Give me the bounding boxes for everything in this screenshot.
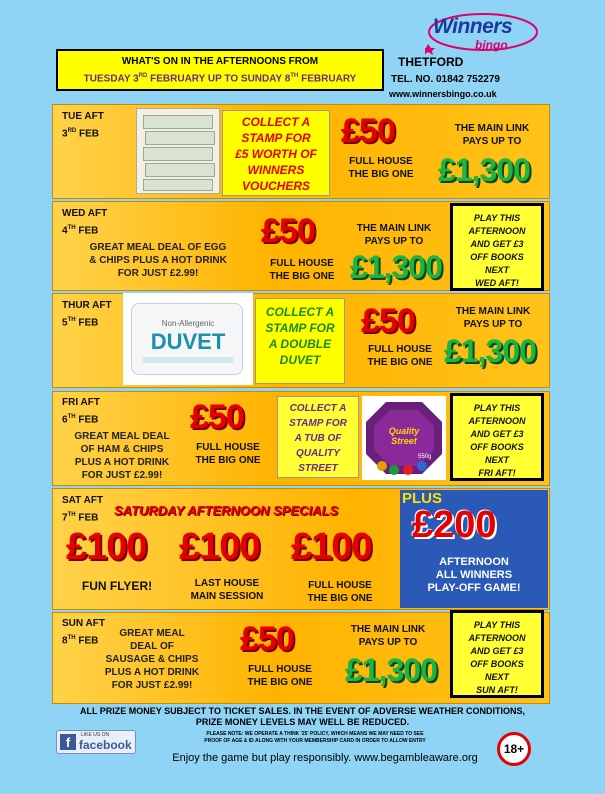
tue-date-sup: RD [67, 128, 77, 134]
tue-date [62, 124, 104, 141]
sat-date-sup: TH [67, 512, 76, 518]
thu-fifty: £50 [361, 302, 415, 340]
thu-full-house [354, 343, 446, 369]
wed-ml-1: THE MAIN LINK [356, 223, 432, 234]
thu-collect-3: A DOUBLE [268, 337, 332, 351]
sun-ml-2: PAYS UP TO [358, 637, 418, 648]
fri-collect-card [277, 396, 359, 478]
quality-street-image [362, 396, 446, 480]
wed-main-link [344, 222, 444, 248]
tue-ml-2: PAYS UP TO [462, 136, 522, 147]
sat-date-num: 7 [62, 512, 68, 524]
sat-day: SAT AFT [62, 495, 104, 506]
fri-date-month: FEB [75, 414, 99, 426]
wed-promo-1: PLAY THIS [473, 213, 521, 223]
sat-hundred-3: £100 [291, 526, 372, 568]
wed-date [62, 221, 107, 238]
sun-meal-deal [88, 627, 216, 692]
wed-promo-2: AFTERNOON [468, 226, 526, 236]
tue-collect-card [222, 110, 330, 196]
wed-main-link-value: £1,300 [350, 249, 442, 285]
sat-day-label [62, 494, 103, 525]
duvet-big-text: DUVET [150, 329, 226, 354]
sat-label2-2: MAIN SESSION [190, 591, 264, 602]
fri-date [62, 410, 100, 427]
wed-fh-1: FULL HOUSE [270, 258, 334, 269]
facebook-like-text: LIKE US ON [81, 732, 110, 738]
thu-collect-card [255, 298, 345, 384]
saturday-specials-heading: SATURDAY AFTERNOON SPECIALS [114, 503, 339, 518]
tue-day: TUE AFT [62, 111, 104, 122]
sun-meal-4: PLUS A HOT DRINK [104, 667, 200, 678]
fri-date-sup: TH [67, 414, 76, 420]
thu-date-month: FEB [75, 317, 99, 329]
sun-ml-1: THE MAIN LINK [350, 624, 426, 635]
tub-weight: 550g [418, 454, 432, 460]
sun-promo-6: SUN AFT! [476, 685, 518, 695]
website[interactable]: www.winnersbingo.co.uk [389, 89, 497, 99]
gamble-aware-text[interactable]: Enjoy the game but play responsibly. www.begambleaware.org [172, 752, 478, 764]
sun-day: SUN AFT [62, 618, 105, 629]
thu-ml-1: THE MAIN LINK [455, 306, 531, 317]
fri-promo-1: PLAY THIS [473, 403, 521, 413]
thu-day-label [62, 299, 112, 330]
thu-date [62, 313, 112, 330]
fri-collect-4: QUALITY [296, 448, 340, 459]
sun-promo-3: AND GET £3 [470, 646, 524, 656]
tue-collect-1: COLLECT A [241, 115, 311, 129]
tue-day-label [62, 110, 104, 141]
thu-collect-2: STAMP FOR [265, 321, 335, 335]
town-name: THETFORD [398, 55, 464, 69]
wed-meal-2: & CHIPS PLUS A HOT DRINK [89, 255, 227, 266]
tue-collect-text [223, 114, 329, 194]
tue-collect-5: VOUCHERS [241, 179, 310, 193]
sun-meal-2: DEAL OF [130, 641, 174, 652]
sat-label-fun-flyer: FUN FLYER! [81, 579, 153, 593]
fri-meal-4: FOR JUST £2.99! [81, 470, 163, 481]
wed-date-sup: TH [67, 225, 76, 231]
sun-promo-2: AFTERNOON [468, 633, 526, 643]
fri-promo-box [450, 393, 544, 481]
sun-promo-5: NEXT [484, 672, 509, 682]
fri-collect-5: STREET [298, 463, 338, 474]
sat-label-last-house [172, 577, 282, 603]
wed-meal-3: FOR JUST £2.99! [117, 268, 199, 279]
sat-date-month: FEB [75, 512, 99, 524]
wed-meal-deal [68, 241, 248, 280]
fri-meal-deal [58, 430, 186, 482]
thu-date-sup: TH [67, 317, 76, 323]
wed-promo-6: WED AFT! [475, 278, 519, 288]
thu-collect-4: DUVET [279, 353, 321, 367]
thu-fh-2: THE BIG ONE [367, 357, 433, 368]
facebook-button[interactable] [56, 730, 136, 754]
sun-promo-box [450, 610, 544, 698]
tue-collect-2: STAMP FOR [241, 131, 311, 145]
tue-ml-1: THE MAIN LINK [454, 123, 530, 134]
tub-label [382, 426, 426, 446]
tue-fh-1: FULL HOUSE [349, 156, 413, 167]
fri-collect-2: STAMP FOR [289, 418, 347, 429]
thu-main-link [440, 305, 546, 331]
vouchers-image [136, 108, 220, 194]
sun-fh-1: FULL HOUSE [248, 664, 312, 675]
two-hundred-prize: £200 [412, 504, 497, 546]
sun-date-num: 8 [62, 635, 68, 647]
sun-meal-5: FOR JUST £2.99! [111, 680, 193, 691]
wed-day: WED AFT [62, 208, 108, 219]
tue-fh-2: THE BIG ONE [348, 169, 414, 180]
wed-promo-4: OFF BOOKS [470, 252, 524, 262]
telephone: TEL. NO. 01842 752279 [391, 74, 500, 85]
sun-main-link-value: £1,300 [345, 652, 437, 688]
fri-promo-4: OFF BOOKS [470, 442, 524, 452]
header-date-start: TUESDAY 3 [83, 73, 139, 85]
fri-fh-1: FULL HOUSE [196, 442, 260, 453]
wed-meal-1: GREAT MEAL DEAL OF EGG [89, 242, 227, 253]
tue-main-link-value: £1,300 [438, 152, 530, 188]
header-sup2: TH [290, 73, 299, 79]
fri-meal-3: PLUS A HOT DRINK [74, 457, 170, 468]
sun-fifty: £50 [240, 620, 294, 658]
fri-collect-3: A TUB OF [294, 433, 342, 444]
tub-label-1: Quality [388, 426, 420, 436]
header-title-line2 [58, 73, 382, 84]
plus-label: PLUS [402, 490, 443, 507]
facebook-name: facebook [79, 738, 132, 752]
fri-promo-3: AND GET £3 [470, 429, 524, 439]
sun-meal-3: SAUSAGE & CHIPS [105, 654, 199, 665]
playoff-1: AFTERNOON [439, 556, 509, 568]
playoff-3: PLAY-OFF GAME! [427, 582, 521, 594]
note-2: PROOF OF AGE & ID ALONG WITH YOUR MEMBERSHIP CARD IN ORDER TO ALLOW ENTRY [204, 738, 426, 744]
wed-date-month: FEB [75, 225, 99, 237]
fri-meal-2: OF HAM & CHIPS [80, 444, 164, 455]
header-date-end: FEBRUARY UP TO SUNDAY 8 [147, 73, 291, 85]
thu-ml-2: PAYS UP TO [463, 319, 523, 330]
fri-collect-1: COLLECT A [289, 403, 347, 414]
fri-promo-2: AFTERNOON [468, 416, 526, 426]
thu-day: THUR AFT [62, 300, 112, 311]
thu-fh-1: FULL HOUSE [368, 344, 432, 355]
winners-bingo-logo [425, 10, 545, 58]
sat-hundred-2: £100 [179, 526, 260, 568]
sat-hundred-1: £100 [66, 526, 147, 568]
logo-winners-text: Winners [433, 15, 513, 38]
facebook-icon: f [60, 734, 76, 750]
tue-full-house [336, 155, 426, 181]
sun-promo-1: PLAY THIS [473, 620, 521, 630]
fri-date-num: 6 [62, 414, 68, 426]
fri-promo-5: NEXT [484, 455, 509, 465]
sat-date [62, 508, 103, 525]
play-off-panel [400, 490, 548, 608]
sun-main-link [336, 623, 440, 649]
fri-collect-text [278, 401, 358, 476]
playoff-2: ALL WINNERS [435, 569, 513, 581]
sat-label2-1: LAST HOUSE [194, 578, 260, 589]
wed-ml-2: PAYS UP TO [364, 236, 424, 247]
fri-day-label [62, 396, 100, 427]
fri-fh-2: THE BIG ONE [195, 455, 261, 466]
thu-collect-1: COLLECT A [265, 305, 335, 319]
fri-full-house [183, 441, 273, 467]
sun-meal-1: GREAT MEAL [119, 628, 185, 639]
disclaimer-2: PRIZE MONEY LEVELS MAY WELL BE REDUCED. [195, 717, 410, 727]
header-title-line1: WHAT'S ON IN THE AFTERNOONS FROM [121, 56, 319, 67]
age-policy-note [150, 731, 480, 745]
playoff-text [400, 556, 548, 595]
wed-full-house [256, 257, 348, 283]
sun-date-sup: TH [67, 635, 76, 641]
duvet-image [123, 293, 253, 385]
tue-collect-3: £5 WORTH OF [235, 147, 317, 161]
sat-label3-1: FULL HOUSE [308, 580, 372, 591]
wed-promo-5: NEXT [484, 265, 509, 275]
age-18-badge: 18+ [497, 732, 531, 766]
tue-date-num: 3 [62, 128, 68, 140]
thu-collect-text [256, 304, 344, 368]
wed-date-num: 4 [62, 225, 68, 237]
fri-meal-1: GREAT MEAL DEAL [74, 431, 170, 442]
fri-day: FRI AFT [62, 397, 100, 408]
tue-main-link [436, 122, 548, 148]
sat-label-full-house [285, 579, 395, 605]
sat-label3-2: THE BIG ONE [307, 593, 373, 604]
sun-promo-4: OFF BOOKS [470, 659, 524, 669]
header-month: FEBRUARY [298, 73, 357, 85]
sun-fh-2: THE BIG ONE [247, 677, 313, 688]
duvet-small-text: Non-Allergenic [161, 319, 215, 328]
tue-collect-4: WINNERS [247, 163, 305, 177]
tue-fifty: £50 [341, 112, 395, 150]
disclaimer-1: ALL PRIZE MONEY SUBJECT TO TICKET SALES. IN THE EVENT OF ADVERSE WEATHER CONDITIONS, [79, 706, 526, 716]
wed-promo-3: AND GET £3 [470, 239, 524, 249]
wed-fh-2: THE BIG ONE [269, 271, 335, 282]
note-1: PLEASE NOTE: WE OPERATE A THINK '25' POLICY, WHICH MEANS WE MAY NEED TO SEE [206, 731, 424, 737]
header-sup1: RD [138, 73, 148, 79]
header-title-box [56, 49, 384, 91]
fri-promo-6: FRI AFT! [478, 468, 516, 478]
thu-date-num: 5 [62, 317, 68, 329]
tue-date-month: FEB [76, 128, 100, 140]
wed-fifty: £50 [261, 212, 315, 250]
logo-bingo-text: bingo [475, 38, 508, 52]
sun-full-house [234, 663, 326, 689]
wed-day-label [62, 207, 107, 238]
tub-label-2: Street [391, 436, 417, 446]
prize-disclaimer [30, 706, 575, 728]
sun-date-month: FEB [75, 635, 99, 647]
thu-main-link-value: £1,300 [444, 333, 536, 369]
wed-promo-box [450, 203, 544, 291]
fri-fifty: £50 [190, 398, 244, 436]
